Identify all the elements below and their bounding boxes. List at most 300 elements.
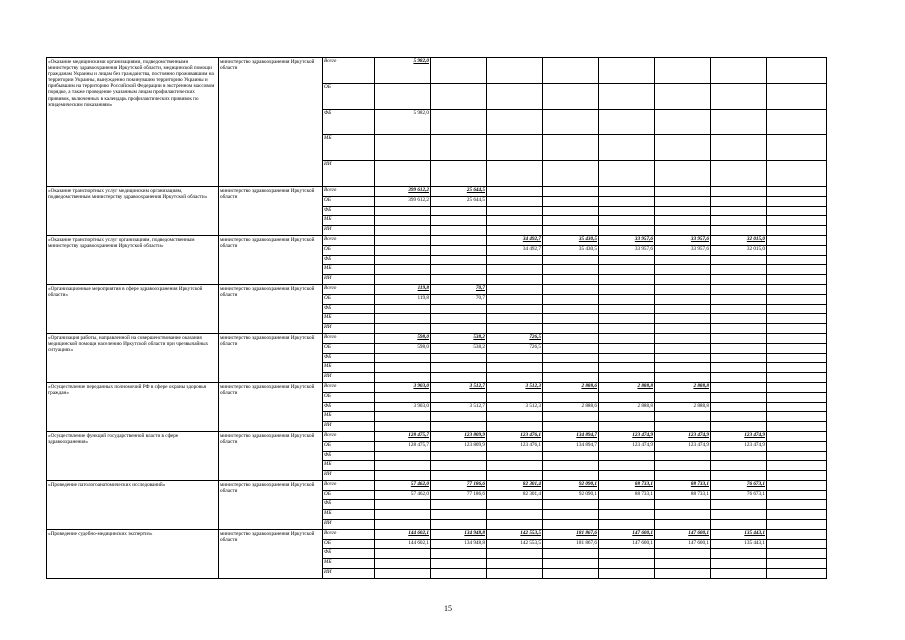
value-cell: 88 733,1: [655, 480, 711, 490]
value-cell: [375, 471, 431, 481]
table-row: [47, 333, 827, 343]
value-cell: [543, 58, 599, 84]
value-cell: 134 948,8: [431, 529, 487, 539]
value-cell: [711, 265, 767, 275]
value-cell: [599, 549, 655, 559]
value-cell: [599, 451, 655, 461]
value-cell: [487, 186, 543, 196]
value-cell: 123 476,1: [487, 441, 543, 451]
value-cell: [431, 471, 487, 481]
funding-source: ОБ: [323, 343, 375, 353]
value-cell: [711, 343, 767, 353]
responsible-executor: министерство здравоохранения Иркутской области: [219, 235, 323, 284]
value-cell: [487, 559, 543, 569]
value-cell: [375, 216, 431, 226]
value-cell: [655, 314, 711, 324]
value-cell: [487, 324, 543, 334]
value-cell: [599, 392, 655, 402]
value-cell: [655, 412, 711, 422]
value-cell: [431, 500, 487, 510]
value-cell: [487, 216, 543, 226]
value-cell: [655, 206, 711, 216]
funding-source: ОБ: [323, 441, 375, 451]
value-cell: 2 888,6: [543, 402, 599, 412]
value-cell: [543, 226, 599, 236]
value-cell: [767, 83, 827, 109]
value-cell: [599, 343, 655, 353]
responsible-executor: министерство здравоохранения Иркутской области: [219, 58, 323, 187]
value-cell: [711, 422, 767, 432]
value-cell: [711, 206, 767, 216]
value-cell: [543, 186, 599, 196]
value-cell: [375, 255, 431, 265]
value-cell: [711, 304, 767, 314]
measure-description: «Организация работы, направленной на совершенствование оказания медицинской помощи населению Иркутской области при чрезвычайных ситуациях»: [47, 333, 219, 382]
value-cell: [599, 161, 655, 187]
value-cell: [543, 324, 599, 334]
value-cell: [431, 226, 487, 236]
table-row: [47, 382, 827, 392]
value-cell: [431, 206, 487, 216]
value-cell: [543, 392, 599, 402]
value-cell: [487, 451, 543, 461]
value-cell: 119,8: [375, 294, 431, 304]
value-cell: 57 462,0: [375, 480, 431, 490]
funding-source: ИИ: [323, 520, 375, 530]
measure-description: «Оказание транспортных услуг медицинским организациям, подведомственным министерству здравоохранения Иркутской области»: [47, 186, 219, 235]
value-cell: [599, 284, 655, 294]
funding-source: ИИ: [323, 569, 375, 579]
value-cell: [599, 255, 655, 265]
value-cell: [767, 265, 827, 275]
value-cell: [655, 461, 711, 471]
value-cell: [487, 412, 543, 422]
value-cell: [487, 510, 543, 520]
value-cell: [711, 402, 767, 412]
value-cell: 88 733,1: [599, 490, 655, 500]
value-cell: [655, 216, 711, 226]
value-cell: [543, 559, 599, 569]
value-cell: [543, 333, 599, 343]
value-cell: 5 982,0: [375, 58, 431, 84]
value-cell: [487, 520, 543, 530]
funding-source: ФБ: [323, 206, 375, 216]
value-cell: [655, 392, 711, 402]
value-cell: [711, 216, 767, 226]
value-cell: [543, 216, 599, 226]
value-cell: [711, 284, 767, 294]
value-cell: [599, 412, 655, 422]
value-cell: [767, 284, 827, 294]
value-cell: [655, 510, 711, 520]
value-cell: [767, 333, 827, 343]
value-cell: [487, 284, 543, 294]
value-cell: [655, 196, 711, 206]
value-cell: [599, 196, 655, 206]
value-cell: [655, 373, 711, 383]
value-cell: [711, 363, 767, 373]
value-cell: [767, 161, 827, 187]
value-cell: [711, 461, 767, 471]
value-cell: [543, 304, 599, 314]
value-cell: [767, 186, 827, 196]
value-cell: [655, 304, 711, 314]
value-cell: [767, 569, 827, 579]
value-cell: [711, 324, 767, 334]
value-cell: 25 644,5: [431, 186, 487, 196]
value-cell: [655, 255, 711, 265]
funding-source: ИИ: [323, 471, 375, 481]
value-cell: [711, 500, 767, 510]
value-cell: [711, 510, 767, 520]
table-row: [47, 431, 827, 441]
funding-source: ИИ: [323, 161, 375, 187]
value-cell: 33 957,6: [599, 245, 655, 255]
value-cell: [599, 471, 655, 481]
value-cell: 3 903,0: [375, 402, 431, 412]
responsible-executor: министерство здравоохранения Иркутской области: [219, 284, 323, 333]
value-cell: [767, 245, 827, 255]
value-cell: [655, 500, 711, 510]
value-cell: [599, 58, 655, 84]
value-cell: [487, 471, 543, 481]
funding-source: ОБ: [323, 294, 375, 304]
value-cell: [543, 461, 599, 471]
funding-source: ФБ: [323, 353, 375, 363]
value-cell: [487, 275, 543, 285]
funding-source: Всего: [323, 284, 375, 294]
funding-source: ОБ: [323, 196, 375, 206]
value-cell: [431, 304, 487, 314]
value-cell: [487, 265, 543, 275]
value-cell: [375, 83, 431, 109]
value-cell: [543, 255, 599, 265]
value-cell: [375, 353, 431, 363]
value-cell: [711, 226, 767, 236]
funding-source: Всего: [323, 529, 375, 539]
value-cell: [711, 255, 767, 265]
value-cell: [767, 135, 827, 161]
value-cell: [711, 161, 767, 187]
value-cell: 34 492,7: [487, 245, 543, 255]
value-cell: [655, 559, 711, 569]
funding-source: Всего: [323, 480, 375, 490]
value-cell: 92 090,1: [543, 490, 599, 500]
value-cell: [431, 83, 487, 109]
value-cell: [767, 294, 827, 304]
value-cell: [599, 373, 655, 383]
value-cell: [767, 275, 827, 285]
value-cell: [543, 83, 599, 109]
value-cell: [543, 451, 599, 461]
value-cell: [655, 284, 711, 294]
value-cell: [375, 226, 431, 236]
value-cell: [655, 109, 711, 135]
value-cell: 25 644,5: [431, 196, 487, 206]
value-cell: [655, 333, 711, 343]
value-cell: 147 600,1: [655, 529, 711, 539]
funding-source: Всего: [323, 235, 375, 245]
value-cell: [767, 480, 827, 490]
value-cell: [655, 161, 711, 187]
value-cell: 598,0: [375, 333, 431, 343]
value-cell: [487, 135, 543, 161]
value-cell: 123 474,9: [711, 441, 767, 451]
value-cell: 5 982,0: [375, 109, 431, 135]
value-cell: [767, 441, 827, 451]
value-cell: [767, 343, 827, 353]
value-cell: [767, 382, 827, 392]
budget-table: [46, 57, 827, 579]
value-cell: 123 474,9: [655, 431, 711, 441]
value-cell: [599, 353, 655, 363]
value-cell: [431, 109, 487, 135]
value-cell: [767, 539, 827, 549]
value-cell: [375, 275, 431, 285]
value-cell: 134 948,8: [431, 539, 487, 549]
value-cell: 33 957,6: [599, 235, 655, 245]
value-cell: [767, 529, 827, 539]
funding-source: МБ: [323, 412, 375, 422]
value-cell: [487, 353, 543, 363]
value-cell: 598,0: [375, 343, 431, 353]
value-cell: 142 553,5: [487, 539, 543, 549]
value-cell: [375, 549, 431, 559]
value-cell: [655, 186, 711, 196]
value-cell: [599, 314, 655, 324]
value-cell: [767, 392, 827, 402]
value-cell: [711, 412, 767, 422]
value-cell: [599, 135, 655, 161]
value-cell: [431, 461, 487, 471]
value-cell: 35 430,5: [543, 235, 599, 245]
responsible-executor: министерство здравоохранения Иркутской области: [219, 480, 323, 529]
value-cell: [431, 255, 487, 265]
value-cell: 144 602,1: [375, 539, 431, 549]
value-cell: [767, 451, 827, 461]
value-cell: 82 301,4: [487, 490, 543, 500]
funding-source: МБ: [323, 363, 375, 373]
value-cell: 134 894,7: [543, 431, 599, 441]
value-cell: [599, 461, 655, 471]
value-cell: [655, 471, 711, 481]
funding-source: Всего: [323, 186, 375, 196]
value-cell: 538,2: [431, 343, 487, 353]
value-cell: [431, 235, 487, 245]
value-cell: 32 015,0: [711, 245, 767, 255]
value-cell: [655, 83, 711, 109]
funding-source: ФБ: [323, 109, 375, 135]
value-cell: [543, 284, 599, 294]
measure-description: «Оказание медицинскими организациями, подведомственными министерству здравоохранения Иркутской области, медицинской помощи гражданам Украины и лицам без гражданства, постоянно проживавшим на территории Украины, вынужденно покинувшим территорию Украины и прибывшим на территорию Российской Федерации в экстренном массовом порядке, а также проведение указанным лицам профилактических прививок, включенных в календарь профилактических прививок по эпидемическим показаниям»: [47, 58, 219, 187]
value-cell: [711, 58, 767, 84]
value-cell: [543, 412, 599, 422]
table-row: [47, 480, 827, 490]
value-cell: [599, 265, 655, 275]
value-cell: [767, 58, 827, 84]
value-cell: [767, 461, 827, 471]
value-cell: [599, 216, 655, 226]
value-cell: [655, 58, 711, 84]
value-cell: [487, 206, 543, 216]
value-cell: 77 186,6: [431, 480, 487, 490]
value-cell: [599, 559, 655, 569]
value-cell: [487, 549, 543, 559]
value-cell: [767, 206, 827, 216]
funding-source: Всего: [323, 58, 375, 84]
value-cell: 35 430,5: [543, 245, 599, 255]
value-cell: 2 888,8: [599, 402, 655, 412]
value-cell: [487, 294, 543, 304]
value-cell: [711, 196, 767, 206]
value-cell: 147 600,1: [655, 539, 711, 549]
value-cell: [375, 324, 431, 334]
page-number: 15: [444, 604, 452, 613]
funding-source: ФБ: [323, 500, 375, 510]
table-row: [47, 58, 827, 84]
value-cell: [767, 226, 827, 236]
value-cell: [487, 392, 543, 402]
value-cell: [431, 245, 487, 255]
value-cell: 88 733,1: [599, 480, 655, 490]
value-cell: 82 301,4: [487, 480, 543, 490]
value-cell: 538,2: [431, 333, 487, 343]
value-cell: [599, 109, 655, 135]
funding-source: ИИ: [323, 226, 375, 236]
value-cell: 123 476,1: [487, 431, 543, 441]
funding-source: ОБ: [323, 83, 375, 109]
value-cell: [543, 373, 599, 383]
value-cell: 399 612,2: [375, 186, 431, 196]
value-cell: [543, 520, 599, 530]
value-cell: 181 867,6: [543, 539, 599, 549]
funding-source: ФБ: [323, 255, 375, 265]
value-cell: 92 090,1: [543, 480, 599, 490]
value-cell: 123 474,9: [711, 431, 767, 441]
value-cell: [767, 422, 827, 432]
funding-source: ОБ: [323, 392, 375, 402]
measure-description: «Проведение патологоанатомических исследований»: [47, 480, 219, 529]
funding-source: ИИ: [323, 324, 375, 334]
value-cell: 181 867,6: [543, 529, 599, 539]
value-cell: 147 600,1: [599, 539, 655, 549]
value-cell: 2 888,6: [543, 382, 599, 392]
value-cell: [431, 275, 487, 285]
value-cell: [543, 196, 599, 206]
value-cell: [487, 255, 543, 265]
value-cell: [767, 431, 827, 441]
value-cell: [711, 392, 767, 402]
value-cell: [431, 265, 487, 275]
value-cell: [431, 216, 487, 226]
value-cell: 123 809,9: [431, 431, 487, 441]
value-cell: 57 462,0: [375, 490, 431, 500]
value-cell: [655, 275, 711, 285]
value-cell: 76 673,1: [711, 490, 767, 500]
value-cell: [375, 314, 431, 324]
measure-description: «Оказание транспортных услуг организациям, подведомственным министерству здравоохранения Иркутской области»: [47, 235, 219, 284]
value-cell: [543, 135, 599, 161]
value-cell: [543, 275, 599, 285]
value-cell: [375, 265, 431, 275]
value-cell: [543, 422, 599, 432]
value-cell: [767, 304, 827, 314]
value-cell: 134 894,7: [543, 441, 599, 451]
value-cell: [599, 520, 655, 530]
value-cell: [599, 226, 655, 236]
value-cell: [431, 161, 487, 187]
funding-source: ИИ: [323, 373, 375, 383]
funding-source: ОБ: [323, 490, 375, 500]
value-cell: 119,8: [375, 284, 431, 294]
value-cell: [375, 422, 431, 432]
value-cell: [767, 373, 827, 383]
value-cell: [599, 569, 655, 579]
value-cell: 123 474,9: [599, 431, 655, 441]
responsible-executor: министерство здравоохранения Иркутской области: [219, 382, 323, 431]
value-cell: 2 888,8: [655, 402, 711, 412]
funding-source: МБ: [323, 559, 375, 569]
value-cell: [431, 135, 487, 161]
value-cell: [711, 353, 767, 363]
value-cell: [655, 422, 711, 432]
value-cell: [543, 294, 599, 304]
value-cell: [543, 314, 599, 324]
value-cell: 3 512,7: [431, 382, 487, 392]
value-cell: [375, 520, 431, 530]
value-cell: [655, 520, 711, 530]
value-cell: [375, 135, 431, 161]
value-cell: [599, 206, 655, 216]
value-cell: [487, 226, 543, 236]
value-cell: [711, 471, 767, 481]
value-cell: [487, 314, 543, 324]
value-cell: [375, 161, 431, 187]
value-cell: [375, 559, 431, 569]
value-cell: [599, 422, 655, 432]
value-cell: [711, 451, 767, 461]
value-cell: [375, 451, 431, 461]
value-cell: 2 888,8: [599, 382, 655, 392]
value-cell: [767, 255, 827, 265]
value-cell: [375, 245, 431, 255]
value-cell: [599, 324, 655, 334]
value-cell: [375, 392, 431, 402]
value-cell: [487, 422, 543, 432]
measure-description: «Осуществление переданных полномочий РФ в сфере охраны здоровья граждан»: [47, 382, 219, 431]
value-cell: [711, 373, 767, 383]
value-cell: [711, 549, 767, 559]
value-cell: [431, 392, 487, 402]
measure-description: «Осуществление функций государственной власти в сфере здравоохранения»: [47, 431, 219, 480]
value-cell: [599, 304, 655, 314]
value-cell: [655, 324, 711, 334]
value-cell: [375, 373, 431, 383]
value-cell: 88 733,1: [655, 490, 711, 500]
funding-source: МБ: [323, 135, 375, 161]
value-cell: [655, 135, 711, 161]
value-cell: 3 512,7: [431, 402, 487, 412]
responsible-executor: министерство здравоохранения Иркутской области: [219, 529, 323, 578]
table-row: [47, 284, 827, 294]
value-cell: [767, 500, 827, 510]
funding-source: ФБ: [323, 451, 375, 461]
value-cell: [487, 373, 543, 383]
value-cell: [711, 520, 767, 530]
value-cell: [711, 109, 767, 135]
value-cell: [655, 353, 711, 363]
value-cell: [599, 83, 655, 109]
